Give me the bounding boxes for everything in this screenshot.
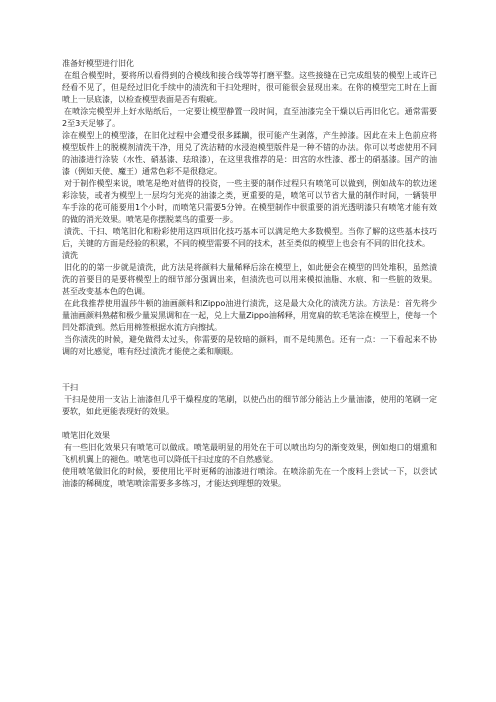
paragraph: 在组合模型时，要将所以看得到的合模线和接合线等等打磨平整。这些接缝在已完成组装的模型上或许已经看不见了，但是经过旧化手续中的渍洗和干扫处理时，很可能很会显现出来。在你的模型完工时在上面喷上一层底漆，以检查模型表面是否有瑕疵。 <box>62 71 437 104</box>
document-page <box>62 58 437 490</box>
paragraph: 涂在模型上的模型漆，在旧化过程中会遭受很多蹂躏，很可能产生剥落，产生掉漆。因此在未上色前应将模型版件上的脱模剂清洗干净，用兑了洗洁精的水浸泡模型版件是一种不错的办法。你可以考虑使用不同的油漆进行涂装（水性、硝基漆、珐琅漆），在这里我推荐的是：田宫的水性漆、郡士的硝基漆。国产的油漆（例如天使、魔王）通常色彩不是很稳定。 <box>62 131 437 176</box>
paragraph: 对于制作模型来说，喷笔是绝对值得的投资，一些主要的制作过程只有喷笔可以做到，例如战车的软边迷彩涂装，或者为模型上一层均匀光亮的油漆之类，更重要的是，喷笔可以节省大量的制作时间，一辆装甲车手涂的花可能要用1个小时，而喷笔只需要5分钟。在模型制作中很重要的消光透明漆只有喷笔才能有效的做的消光效果。喷笔是你摆脱菜鸟的重要一步。 <box>62 179 437 224</box>
section-heading-drybrush: 干扫 <box>62 383 78 392</box>
paragraph: 在喷涂完模型并上好水贴纸后，一定要让模型静置一段时间，直至油漆完全干燥以后再旧化它。通常需要2至3天足够了。 <box>62 107 437 128</box>
paragraph: 当你渍洗的时候，避免做得太过头，你需要的是较暗的颜料，而不是纯黑色。还有一点：一下看起来不协调的对比感觉，唯有经过渍洗才能使之柔和顺眼。 <box>62 335 437 356</box>
paragraph: 使用喷笔做旧化的时候，要使用比平时更稀的油漆进行喷涂。在喷涂前先在一个废料上尝试一下，以尝试油漆的稀稠度，喷笔喷涂需要多多练习，才能达到理想的效果。 <box>62 467 437 488</box>
paragraph: 在此我推荐使用温莎牛顿的油画颜料和Zippo油进行渍洗，这是最大众化的渍洗方法。方法是：首先将少量油画颜料熟赭和极少量炭黑调和在一起，兑上大量Zippo油稀释，用宽扁的软毛笔涂在模型上，使每一个凹处都渍到。然后用棉签根据水流方向擦拭。 <box>62 299 437 332</box>
paragraph: 有一些旧化效果只有喷笔可以做成。喷笔最明显的用处在于可以喷出均匀的渐变效果，例如炮口的烟熏和飞机机翼上的褪色。喷笔也可以降低干扫过度的不自然感觉。 <box>62 443 437 464</box>
section-heading-airbrush: 喷笔旧化效果 <box>62 431 110 440</box>
section-heading-wash: 渍洗 <box>62 251 78 260</box>
paragraph: 干扫是使用一支沾上油漆但几乎干燥程度的笔刷，以使凸出的细节部分能沾上少量油漆，使用的笔刷一定要软，如此更能表现好的效果。 <box>62 395 437 416</box>
paragraph: 渍洗、干扫、喷笔旧化和粉彩使用这四项旧化技巧基本可以满足绝大多数模型。当你了解的这些基本技巧后，关键的方面是经验的积累，不同的模型需要不同的技术，甚至类似的模型上也会有不同的旧化技术。 <box>62 227 437 248</box>
section-spacer <box>62 358 437 382</box>
paragraph: 旧化的的第一步就是渍洗，此方法是将颜料大量稀释后涂在模型上，如此便会在模型的凹处堆积，虽然渍洗的首要目的是要将模型上的细节部分强调出来，但渍洗也可以用来模拟油脂、水痕、和一些脏的效果。甚至改变基本色的色调。 <box>62 263 437 296</box>
section-spacer <box>62 418 437 430</box>
section-heading-preparation: 准备好模型进行旧化 <box>62 59 134 68</box>
